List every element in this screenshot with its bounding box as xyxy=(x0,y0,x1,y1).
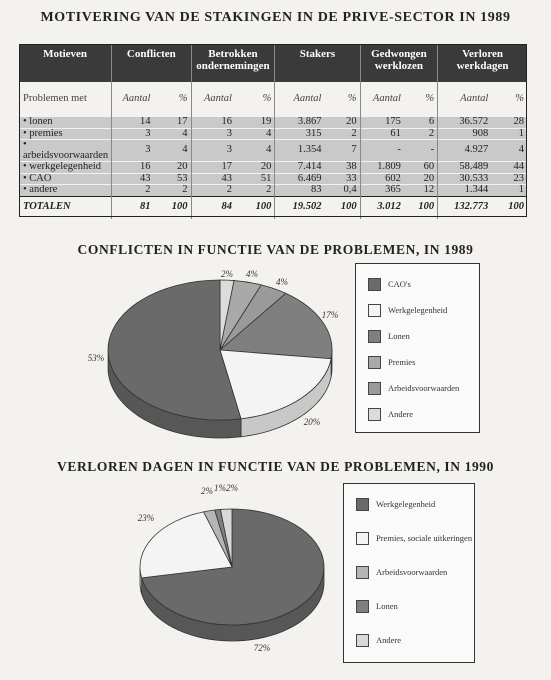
legend-label: Arbeidsvoorwaarden xyxy=(388,383,460,393)
legend-item xyxy=(368,304,447,317)
cell-count: 1.354 xyxy=(275,140,325,162)
subheader-pct: % xyxy=(178,92,188,104)
cell-pct: 100 xyxy=(404,196,438,219)
cell-pct: 20 xyxy=(404,173,438,185)
pie1-slice-label: 2% xyxy=(221,269,233,279)
cell-count: 1.809 xyxy=(360,162,404,174)
cell-count: 315 xyxy=(275,128,325,140)
cell-pct: 51 xyxy=(235,173,275,185)
cell-count: 1.344 xyxy=(438,185,492,197)
cell-count: 602 xyxy=(360,173,404,185)
legend-item xyxy=(368,356,415,369)
pie1-slice-label: 20% xyxy=(303,417,321,427)
cell-pct: 100 xyxy=(235,196,275,219)
cell-pct: 12 xyxy=(404,185,438,197)
pie1-slice-label: 4% xyxy=(246,269,258,279)
subheader-pct: % xyxy=(425,92,435,104)
pie1-slice-label: 4% xyxy=(276,277,288,287)
legend-item xyxy=(356,600,398,613)
cell-pct: 28 xyxy=(491,117,527,129)
cell-count: 81 xyxy=(112,196,154,219)
cell-count: 43 xyxy=(191,173,235,185)
legend-swatch xyxy=(356,600,369,613)
pie2-title: VERLOREN DAGEN IN FUNCTIE VAN DE PROBLEMEN, IN 1990 xyxy=(56,459,495,474)
cell-pct: 6 xyxy=(404,117,438,129)
cell-count: - xyxy=(360,140,404,162)
legend-item xyxy=(356,566,447,579)
cell-pct: 33 xyxy=(324,173,360,185)
cell-pct: 4 xyxy=(153,140,191,162)
cell-pct: 1 xyxy=(491,128,527,140)
cell-pct: 20 xyxy=(324,117,360,129)
cell-count: 43 xyxy=(112,173,154,185)
pie1-legend xyxy=(355,263,480,433)
cell-count: 2 xyxy=(112,185,154,197)
legend-item xyxy=(356,498,435,511)
legend-label: Andere xyxy=(376,635,402,645)
legend-item xyxy=(368,330,410,343)
legend-label: Andere xyxy=(388,409,414,419)
row-label: • andere xyxy=(19,185,112,197)
pie2-slice-label: 1% xyxy=(214,483,226,493)
legend-swatch xyxy=(368,278,381,291)
subheader-pct: % xyxy=(515,92,524,104)
header-verloren-werkdagen: Verloren werkdagen xyxy=(438,44,527,82)
cell-pct: 0,4 xyxy=(324,185,360,197)
cell-count: 16 xyxy=(191,117,235,129)
pie1-slice-label: 53% xyxy=(87,353,105,363)
subheader-count: Aantal xyxy=(275,82,325,117)
cell-count: 61 xyxy=(360,128,404,140)
pie2-slice-label: 2% xyxy=(201,486,213,496)
cell-count: 3.867 xyxy=(275,117,325,129)
cell-count: 3 xyxy=(112,128,154,140)
legend-swatch xyxy=(368,330,381,343)
pie2-legend xyxy=(343,483,475,663)
row-label: • lonen xyxy=(19,117,112,129)
legend-swatch xyxy=(368,356,381,369)
legend-swatch xyxy=(368,304,381,317)
cell-pct: 60 xyxy=(404,162,438,174)
cell-count: 3.012 xyxy=(360,196,404,219)
subheader-pct: % xyxy=(262,92,272,104)
row-label: • werkgelegenheid xyxy=(19,162,112,174)
cell-count: 30.533 xyxy=(438,173,492,185)
cell-count: 3 xyxy=(191,128,235,140)
cell-count: 175 xyxy=(360,117,404,129)
legend-item xyxy=(368,382,459,395)
cell-pct: 44 xyxy=(491,162,527,174)
cell-pct: 23 xyxy=(491,173,527,185)
legend-swatch xyxy=(356,532,369,545)
subheader-count: Aantal xyxy=(112,82,154,117)
cell-count: 83 xyxy=(275,185,325,197)
cell-pct: 100 xyxy=(491,196,527,219)
legend-item xyxy=(368,408,413,421)
legend-label: Lonen xyxy=(376,601,398,611)
cell-pct: 20 xyxy=(153,162,191,174)
cell-count: 6.469 xyxy=(275,173,325,185)
legend-item xyxy=(368,278,411,291)
row-label: TOTALEN xyxy=(19,196,112,219)
legend-swatch xyxy=(368,408,381,421)
cell-count: 84 xyxy=(191,196,235,219)
row-label: • CAO xyxy=(19,173,112,185)
header-gedwongen-werklozen: Gedwongen werklozen xyxy=(360,44,438,82)
row-label: • arbeidsvoorwaarden xyxy=(19,140,112,162)
pie2-slice-label: 23% xyxy=(137,513,155,523)
cell-pct: 38 xyxy=(324,162,360,174)
legend-label: Premies xyxy=(388,357,416,367)
header-conflicten: Conflicten xyxy=(112,44,191,82)
cell-pct: 4 xyxy=(153,128,191,140)
legend-swatch xyxy=(356,498,369,511)
cell-pct: 4 xyxy=(491,140,527,162)
legend-label: Premies, sociale uitkeringen xyxy=(376,533,473,543)
cell-pct: 2 xyxy=(235,185,275,197)
cell-count: 17 xyxy=(191,162,235,174)
cell-pct: 4 xyxy=(235,128,275,140)
legend-swatch xyxy=(368,382,381,395)
legend-item xyxy=(356,532,472,545)
cell-pct: 100 xyxy=(324,196,360,219)
subheader-count: Aantal xyxy=(191,82,235,117)
cell-count: 2 xyxy=(191,185,235,197)
cell-count: 132.773 xyxy=(438,196,492,219)
row-label: • premies xyxy=(19,128,112,140)
pie1-slice-label: 17% xyxy=(321,310,339,320)
cell-count: 3 xyxy=(112,140,154,162)
cell-pct: - xyxy=(404,140,438,162)
cell-pct: 4 xyxy=(235,140,275,162)
cell-count: 4.927 xyxy=(438,140,492,162)
legend-label: CAO's xyxy=(388,279,411,289)
header-motieven: Motieven xyxy=(19,44,112,82)
pie1-title: CONFLICTEN IN FUNCTIE VAN DE PROBLEMEN, IN 1989 xyxy=(77,242,474,257)
cell-count: 7.414 xyxy=(275,162,325,174)
cell-count: 36.572 xyxy=(438,117,492,129)
cell-pct: 2 xyxy=(404,128,438,140)
cell-pct: 7 xyxy=(324,140,360,162)
subheader-count: Aantal xyxy=(360,82,404,117)
subheader-label: Problemen met xyxy=(23,92,87,104)
cell-pct: 20 xyxy=(235,162,275,174)
header-stakers: Stakers xyxy=(275,44,360,82)
cell-pct: 53 xyxy=(153,173,191,185)
table-title: MOTIVERING VAN DE STAKINGEN IN DE PRIVE-SECTOR IN 1989 xyxy=(40,10,511,25)
pie2-slice-label: 2% xyxy=(226,483,238,493)
cell-pct: 2 xyxy=(153,185,191,197)
cell-count: 14 xyxy=(112,117,154,129)
legend-label: Werkgelegenheid xyxy=(376,499,436,509)
legend-swatch xyxy=(356,566,369,579)
legend-swatch xyxy=(356,634,369,647)
subheader-pct: % xyxy=(347,92,357,104)
legend-label: Lonen xyxy=(388,331,410,341)
legend-label: Arbeidsvoorwaarden xyxy=(376,567,448,577)
pie2-slice-label: 72% xyxy=(253,643,271,653)
cell-count: 16 xyxy=(112,162,154,174)
legend-label: Werkgelegenheid xyxy=(388,305,448,315)
subheader-count: Aantal xyxy=(438,82,492,117)
cell-pct: 17 xyxy=(153,117,191,129)
cell-pct: 19 xyxy=(235,117,275,129)
cell-count: 3 xyxy=(191,140,235,162)
cell-count: 365 xyxy=(360,185,404,197)
cell-pct: 2 xyxy=(324,128,360,140)
cell-pct: 100 xyxy=(153,196,191,219)
header-betrokken-ondernemingen: Betrokken ondernemingen xyxy=(191,44,275,82)
cell-count: 19.502 xyxy=(275,196,325,219)
cell-count: 908 xyxy=(438,128,492,140)
legend-item xyxy=(356,634,401,647)
cell-count: 58.489 xyxy=(438,162,492,174)
cell-pct: 1 xyxy=(491,185,527,197)
